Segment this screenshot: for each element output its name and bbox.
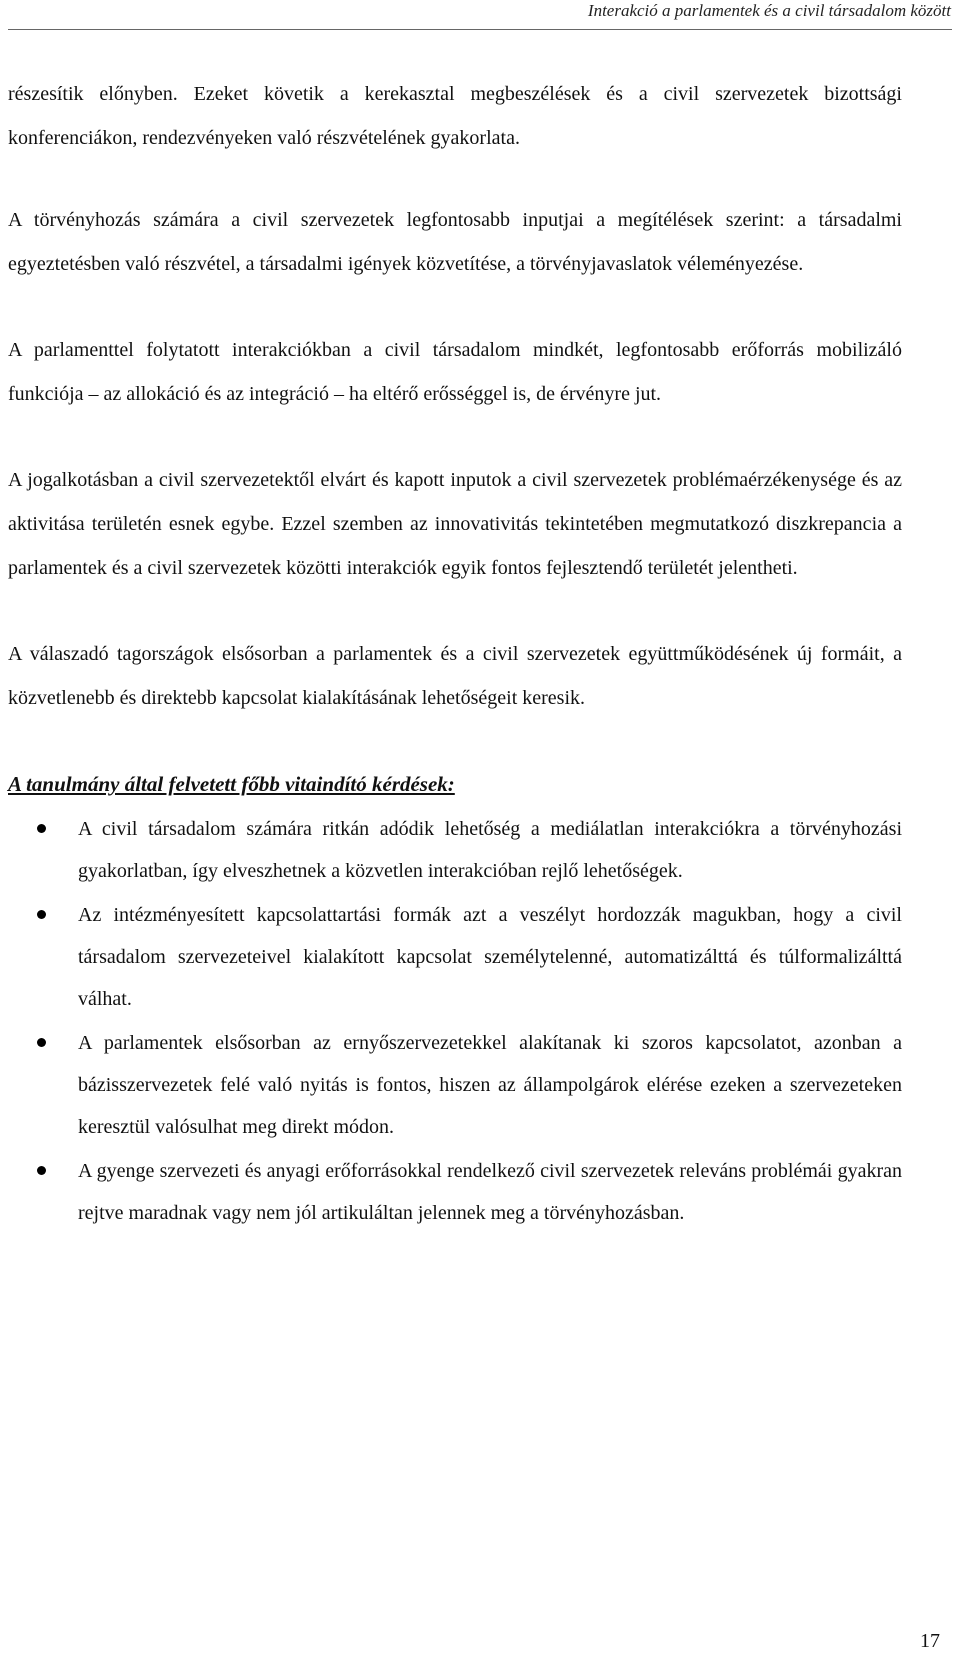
page-body (8, 72, 902, 1236)
list-item-text: A parlamentek elsősorban az ernyőszervezetekkel alakítanak ki szoros kapcsolatot, azonban a bázisszervezetek felé való nyitás is fontos, hiszen az állampolgárok elérése ezeken a szervezeteken keresztül valósulhat meg direkt módon. (78, 1032, 902, 1138)
section-heading: A tanulmány által felvetett főbb vitaindító kérdések: (8, 772, 455, 796)
page-number: 17 (920, 1630, 940, 1652)
paragraph-5: A válaszadó tagországok elsősorban a parlamentek és a civil szervezetek együttműködésének új formáit, a közvetlenebb és direktebb kapcsolat kialakításának lehetőségeit keresik. (8, 643, 902, 709)
list-item-text: A civil társadalom számára ritkán adódik lehetőség a mediálatlan interakciókra a törvényhozási gyakorlatban, így elveszhetnek a közvetlen interakcióban rejlő lehetőségek. (78, 818, 902, 882)
paragraph-1: részesítik előnyben. Ezeket követik a kerekasztal megbeszélések és a civil szervezetek bizottsági konferenciákon, rendezvényeken való részvételének gyakorlata. (8, 83, 902, 149)
list-item (8, 808, 902, 892)
bullet-icon (37, 910, 46, 919)
list-item (8, 1022, 902, 1148)
list-item-text: A gyenge szervezeti és anyagi erőforrásokkal rendelkező civil szervezetek releváns problémái gyakran rejtve maradnak vagy nem jól artikuláltan jelennek meg a törvényhozásban. (78, 1160, 902, 1224)
bullet-icon (37, 1038, 46, 1047)
paragraph-2: A törvényhozás számára a civil szervezetek legfontosabb inputjai a megítélések szerint: a társadalmi egyeztetésben való részvétel, a társadalmi igények közvetítése, a törvényjavaslatok véleményezése. (8, 209, 902, 275)
header-divider (8, 29, 952, 30)
discussion-questions-list (8, 808, 902, 1234)
running-header-title: Interakció a parlamentek és a civil társadalom között (587, 1, 951, 20)
bullet-icon (37, 1166, 46, 1175)
paragraph-4: A jogalkotásban a civil szervezetektől elvárt és kapott inputok a civil szervezetek problémaérzékenysége és az aktivitása területén esnek egybe. Ezzel szemben az innovativitás tekintetében megmutatkozó diszkrepancia a parlamentek és a civil szervezetek közötti interakciók egyik fontos fejlesztendő területét jelentheti. (8, 469, 902, 579)
list-item-text: Az intézményesített kapcsolattartási formák azt a veszélyt hordozzák magukban, hogy a civil társadalom szervezeteivel kialakított kapcsolat személytelenné, automatizálttá és túlformalizálttá válhat. (78, 904, 902, 1010)
list-item (8, 894, 902, 1020)
bullet-icon (37, 824, 46, 833)
paragraph-3: A parlamenttel folytatott interakciókban a civil társadalom mindkét, legfontosabb erőforrás mobilizáló funkciója – az allokáció és az integráció – ha eltérő erősséggel is, de érvényre jut. (8, 339, 902, 405)
list-item (8, 1150, 902, 1234)
